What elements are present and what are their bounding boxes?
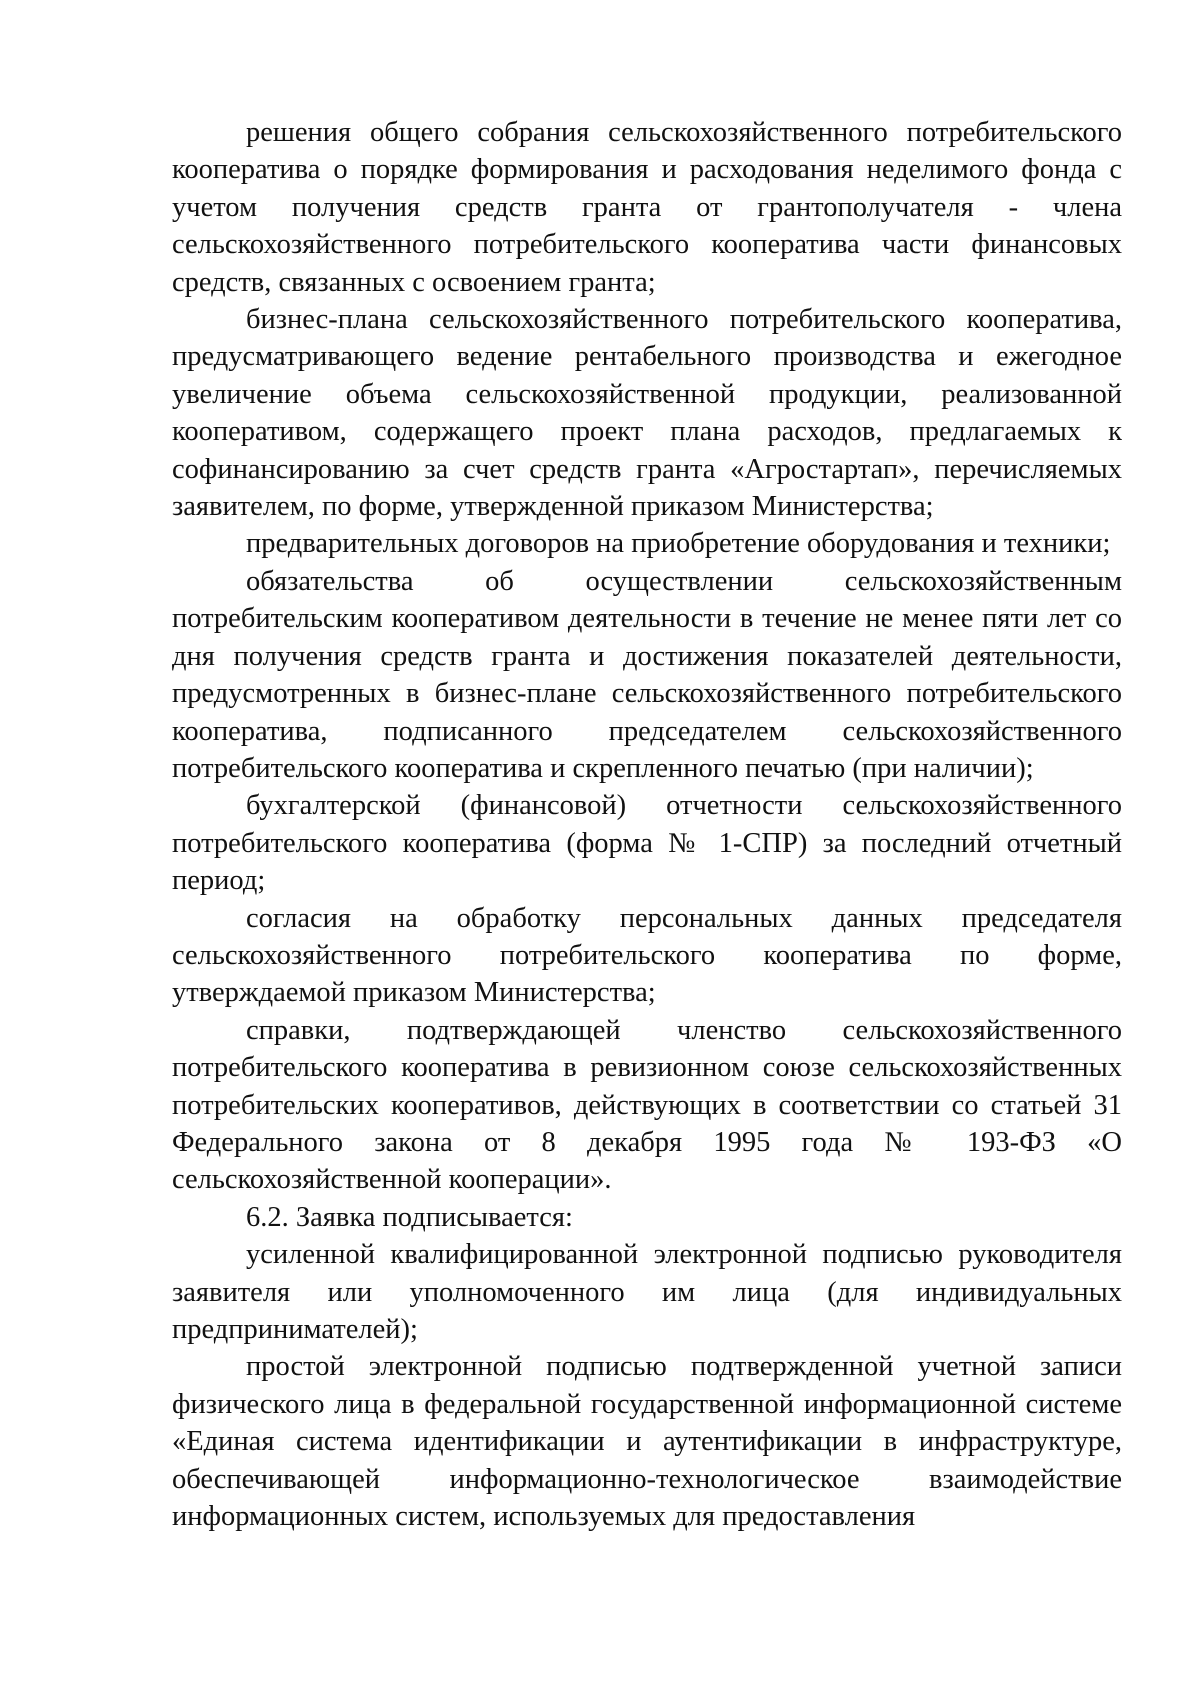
paragraph-personal-data-consent: согласия на обработку персональных данных председателя сельскохозяйственного потребительского кооператива по форме, утверждаемой приказом Министерства; <box>172 902 1122 1009</box>
paragraph-business-plan: бизнес-плана сельскохозяйственного потребительского кооператива, предусматривающего ведение рентабельного производства и ежегодное увеличение объема сельскохозяйственной продукции, реализованной кооперативом, содержащего проект плана расходов, предлагаемых к софинансированию за счет средств гранта «Агростартап», перечисляемых заявителем, по форме, утвержденной приказом Министерства; <box>172 304 1122 523</box>
paragraph-section-6-2: 6.2. Заявка подписывается: <box>246 1201 573 1233</box>
paragraph-preliminary-contracts: предварительных договоров на приобретение оборудования и техники; <box>246 528 1111 560</box>
paragraph-qualified-signature: усиленной квалифицированной электронной подписью руководителя заявителя или уполномоченного им лица (для индивидуальных предпринимателей); <box>172 1239 1122 1345</box>
document-body <box>172 114 1122 1535</box>
paragraph-obligation: обязательства об осуществлении сельскохозяйственным потребительским кооперативом деятельности в течение не менее пяти лет со дня получения средств гранта и достижения показателей деятельности, предусмотренных в бизнес-плане сельскохозяйственного потребительского кооператива, подписанного председателем сельскохозяйственного потребительского кооператива и скрепленного печатью (при наличии); <box>172 565 1122 784</box>
paragraph-accounting-report: бухгалтерской (финансовой) отчетности сельскохозяйственного потребительского кооператива (форма № 1-СПР) за последний отчетный период; <box>172 790 1122 897</box>
paragraph-simple-signature: простой электронной подписью подтвержденной учетной записи физического лица в федеральной государственной информационной системе «Единая система идентификации и аутентификации в инфраструктуре, обеспечивающей информационно-технологическое взаимодействие информационных систем, используемых для предоставления <box>172 1351 1122 1533</box>
paragraph-decision-indivisible-fund: решения общего собрания сельскохозяйственного потребительского кооператива о порядке формирования и расходования неделимого фонда с учетом получения средств гранта от грантополучателя - члена сельскохозяйственного потребительского кооператива части финансовых средств, связанных с освоением гранта; <box>172 117 1122 298</box>
paragraph-membership-certificate: справки, подтверждающей членство сельскохозяйственного потребительского кооператива в ревизионном союзе сельскохозяйственных потребительских кооперативов, действующих в соответствии со статьей 31 Федерального закона от 8 декабря 1995 года № 193-ФЗ «О сельскохозяйственной кооперации». <box>172 1014 1122 1196</box>
